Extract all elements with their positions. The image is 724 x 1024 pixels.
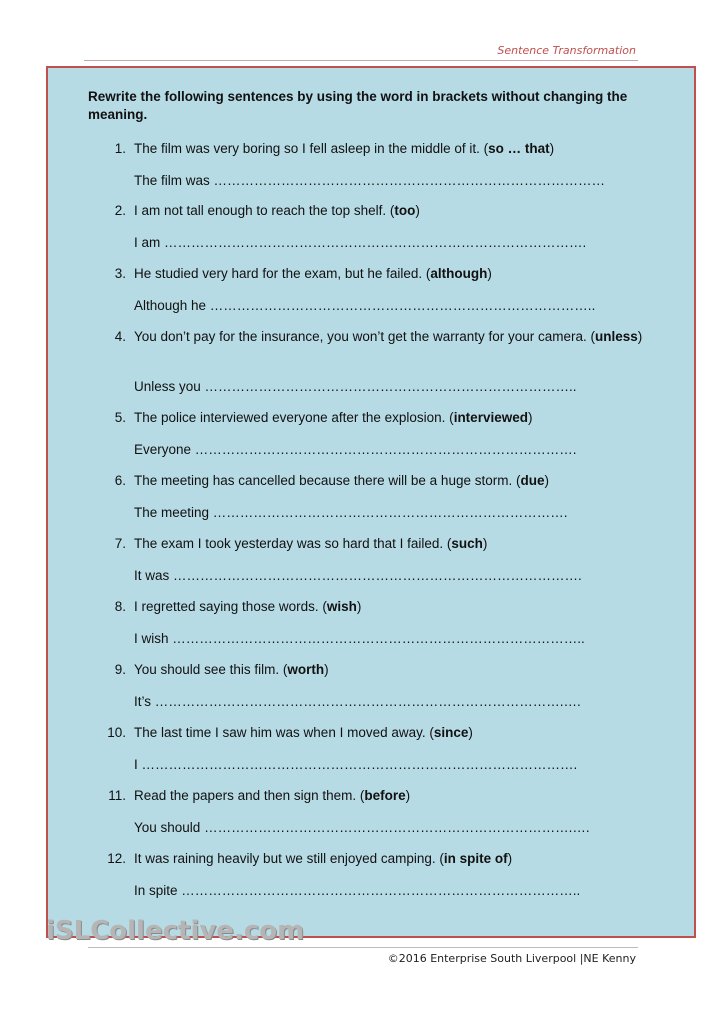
item-number: 4. [114, 329, 126, 344]
item-sentence [134, 598, 644, 616]
answer-line[interactable]: You should ……………………………………………………………………….…. [134, 820, 590, 835]
item-sentence [134, 140, 644, 158]
item-sentence [134, 535, 644, 553]
closing-bracket: ) [549, 141, 555, 156]
answer-line[interactable]: Everyone …………………………………………………………………………. [134, 442, 577, 457]
answer-line[interactable]: Unless you ……………………………………………………………………….. [134, 379, 577, 394]
sentence-text: I am not tall enough to reach the top shelf. ( [134, 203, 395, 218]
sentence-text: It was raining heavily but we still enjoyed camping. ( [134, 851, 444, 866]
closing-bracket: ) [405, 788, 411, 803]
keyword: in spite of [443, 851, 508, 866]
keyword: unless [595, 329, 638, 344]
exercise-box [46, 66, 696, 938]
closing-bracket: ) [487, 266, 492, 281]
answer-line[interactable]: The film was …………………………………………………………………………… [134, 173, 606, 188]
keyword: interviewed [453, 410, 528, 425]
item-number: 2. [114, 203, 126, 218]
item-sentence [134, 472, 644, 490]
closing-bracket: ) [507, 851, 513, 866]
keyword: wish [326, 599, 357, 614]
keyword: such [451, 536, 483, 551]
item-number: 11. [108, 788, 126, 803]
answer-line[interactable]: It was ………………………………………………………………………………. [134, 568, 582, 583]
item-sentence [134, 328, 644, 346]
sentence-text: The police interviewed everyone after the explosion. ( [134, 410, 454, 425]
sentence-text: The last time I saw him was when I moved away. ( [134, 725, 434, 740]
item-number: 9. [114, 662, 126, 677]
keyword: before [364, 788, 406, 803]
item-number: 7. [114, 536, 126, 551]
item-number: 6. [114, 473, 126, 488]
closing-bracket: ) [356, 599, 362, 614]
sentence-text: The film was very boring so I fell asleep in the middle of it. ( [134, 141, 489, 156]
answer-line[interactable]: The meeting ……………………………………………………………………. [134, 505, 568, 520]
closing-bracket: ) [324, 662, 329, 677]
answer-line[interactable]: I wish ……………………………………………………………………………….. [134, 631, 585, 646]
sentence-text: He studied very hard for the exam, but he failed. ( [134, 266, 431, 281]
keyword: since [433, 725, 469, 740]
closing-bracket: ) [527, 410, 533, 425]
item-sentence [134, 265, 644, 283]
answer-line[interactable]: Although he ………………………………………………………………………….. [134, 298, 596, 313]
answer-line[interactable]: In spite …………………………………………………………………………….. [134, 883, 581, 898]
keyword: worth [287, 662, 325, 677]
item-number: 12. [107, 851, 126, 866]
closing-bracket: ) [415, 203, 420, 218]
item-sentence [134, 724, 644, 742]
footer-copyright: ©2016 Enterprise South Liverpool |NE Kenny [387, 952, 636, 965]
sentence-text: The exam I took yesterday was so hard that I failed. ( [134, 536, 452, 551]
closing-bracket: ) [544, 473, 549, 488]
item-number: 3. [114, 266, 126, 281]
keyword: due [520, 473, 545, 488]
watermark-logo: iSLCollective.com [46, 916, 305, 946]
answer-line[interactable]: I am …………………………………………………………………………………. [134, 235, 587, 250]
keyword: so … that [488, 141, 550, 156]
keyword: although [430, 266, 488, 281]
footer-divider [88, 947, 638, 948]
sentence-text: You don’t pay for the insurance, you won’t get the warranty for your camera. ( [134, 329, 595, 344]
sentence-text: I regretted saying those words. ( [134, 599, 327, 614]
header-title: Sentence Transformation [497, 44, 636, 57]
header-divider [84, 60, 638, 61]
instructions: Rewrite the following sentences by using the word in brackets without changing the meaning. [88, 89, 628, 122]
sentence-text: You should see this film. ( [134, 662, 288, 677]
answer-line[interactable]: I ……………………………………………………………………………………. [134, 757, 578, 772]
item-sentence [134, 850, 644, 868]
answer-line[interactable]: It’s ……………………………………………………………………………….…. [134, 694, 581, 709]
item-sentence [134, 787, 644, 805]
item-number: 5. [114, 410, 126, 425]
closing-bracket: ) [637, 329, 643, 344]
closing-bracket: ) [482, 536, 488, 551]
sentence-text: The meeting has cancelled because there will be a huge storm. ( [134, 473, 521, 488]
item-number: 1. [114, 141, 126, 156]
item-sentence [134, 202, 644, 220]
keyword: too [394, 203, 416, 218]
item-sentence [134, 409, 644, 427]
item-number: 8. [114, 599, 126, 614]
sentence-text: Read the papers and then sign them. ( [134, 788, 365, 803]
item-sentence [134, 661, 644, 679]
closing-bracket: ) [468, 725, 473, 740]
item-number: 10. [107, 725, 126, 740]
